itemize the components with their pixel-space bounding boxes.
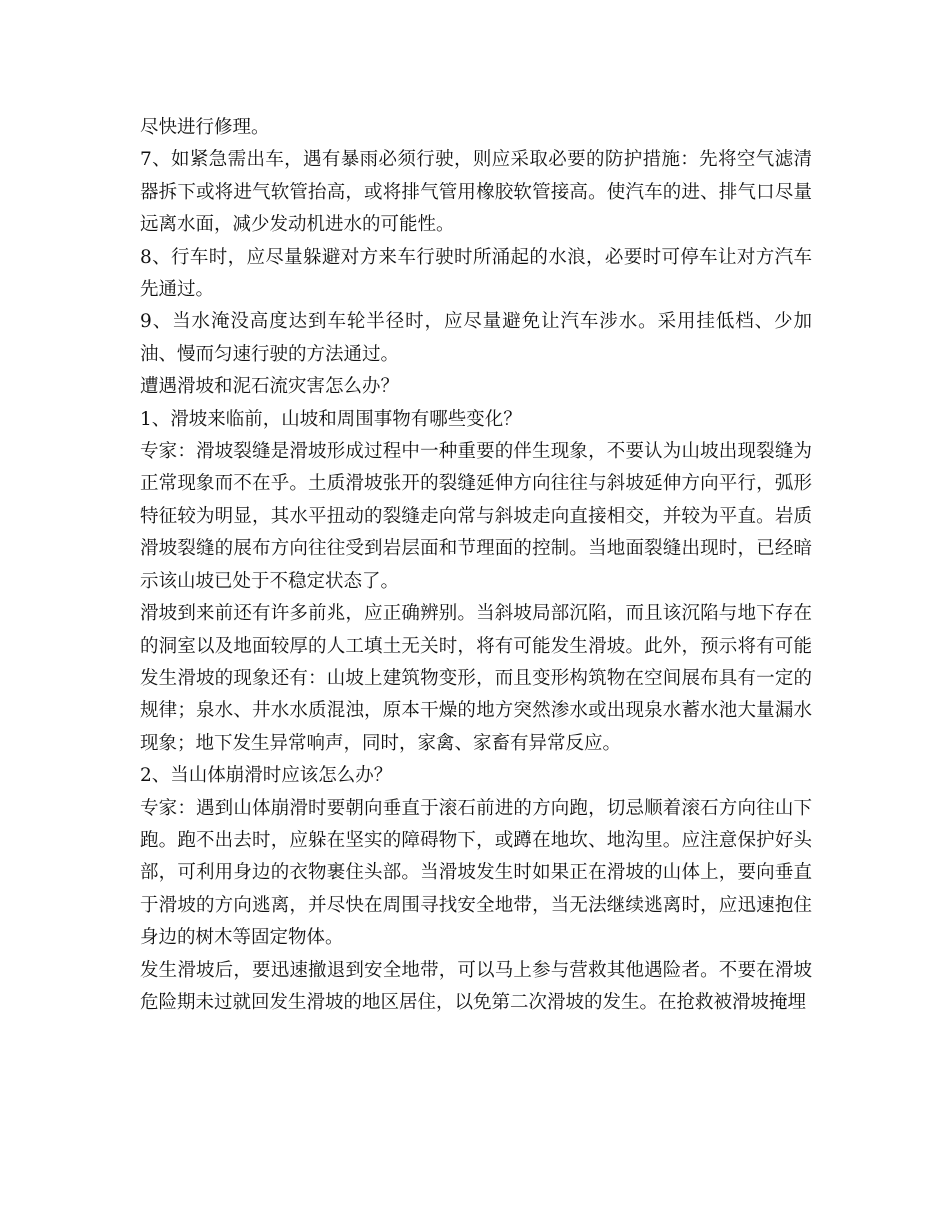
question-1: 1、滑坡来临前，山坡和周围事物有哪些变化？	[140, 408, 522, 430]
paragraph-item-9: 9、当水淹没高度达到车轮半径时，应尽量避免让汽车涉水。采用挂低档、少加油、慢而匀速行驶的方法通过。	[140, 311, 812, 365]
document-body	[140, 112, 812, 1019]
section-heading-landslide: 遭遇滑坡和泥石流灾害怎么办？	[140, 376, 400, 398]
paragraph-landslide-signs: 滑坡到来前还有许多前兆，应正确辨别。当斜坡局部沉陷，而且该沉陷与地下存在的洞室以及地面较厚的人工填土无关时，将有可能发生滑坡。此外，预示将有可能发生滑坡的现象还有：山坡上建筑物变形，而且变形构筑物在空间展布具有一定的规律；泉水、井水水质混浊，原本干燥的地方突然渗水或出现泉水蓄水池大量漏水现象；地下发生异常响声，同时，家禽、家畜有异常反应。	[140, 603, 812, 754]
paragraph-item-8: 8、行车时，应尽量躲避对方来车行驶时所涌起的水浪，必要时可停车让对方汽车先通过。	[140, 246, 812, 301]
question-2: 2、当山体崩滑时应该怎么办？	[140, 765, 393, 787]
paragraph-after-landslide: 发生滑坡后，要迅速撤退到安全地带，可以马上参与营救其他遇险者。不要在滑坡危险期未过就回发生滑坡的地区居住，以免第二次滑坡的发生。在抢救被滑坡掩埋	[140, 959, 812, 1013]
paragraph-item-7: 7、如紧急需出车，遇有暴雨必须行驶，则应采取必要的防护措施：先将空气滤清器拆下或将进气软管抬高，或将排气管用橡胶软管接高。使汽车的进、排气口尽量远离水面，减少发动机进水的可能性。	[140, 149, 812, 236]
paragraph-repair-continuation: 尽快进行修理。	[140, 117, 270, 138]
expert-answer-1: 专家：滑坡裂缝是滑坡形成过程中一种重要的伴生现象，不要认为山坡出现裂缝为正常现象而不在乎。土质滑坡张开的裂缝延伸方向往往与斜坡延伸方向平行，弧形特征较为明显，其水平扭动的裂缝走向常与斜坡走向直接相交，并较为平直。岩质滑坡裂缝的展布方向往往受到岩层面和节理面的控制。当地面裂缝出现时，已经暗示该山坡已处于不稳定状态了。	[140, 441, 812, 592]
expert-answer-2: 专家：遇到山体崩滑时要朝向垂直于滚石前进的方向跑，切忌顺着滚石方向往山下跑。跑不出去时，应躲在坚实的障碍物下，或蹲在地坎、地沟里。应注意保护好头部，可利用身边的衣物裹住头部。当滑坡发生时如果正在滑坡的山体上，要向垂直于滑坡的方向逃离，并尽快在周围寻找安全地带，当无法继续逃离时，应迅速抱住身边的树木等固定物体。	[140, 797, 812, 949]
